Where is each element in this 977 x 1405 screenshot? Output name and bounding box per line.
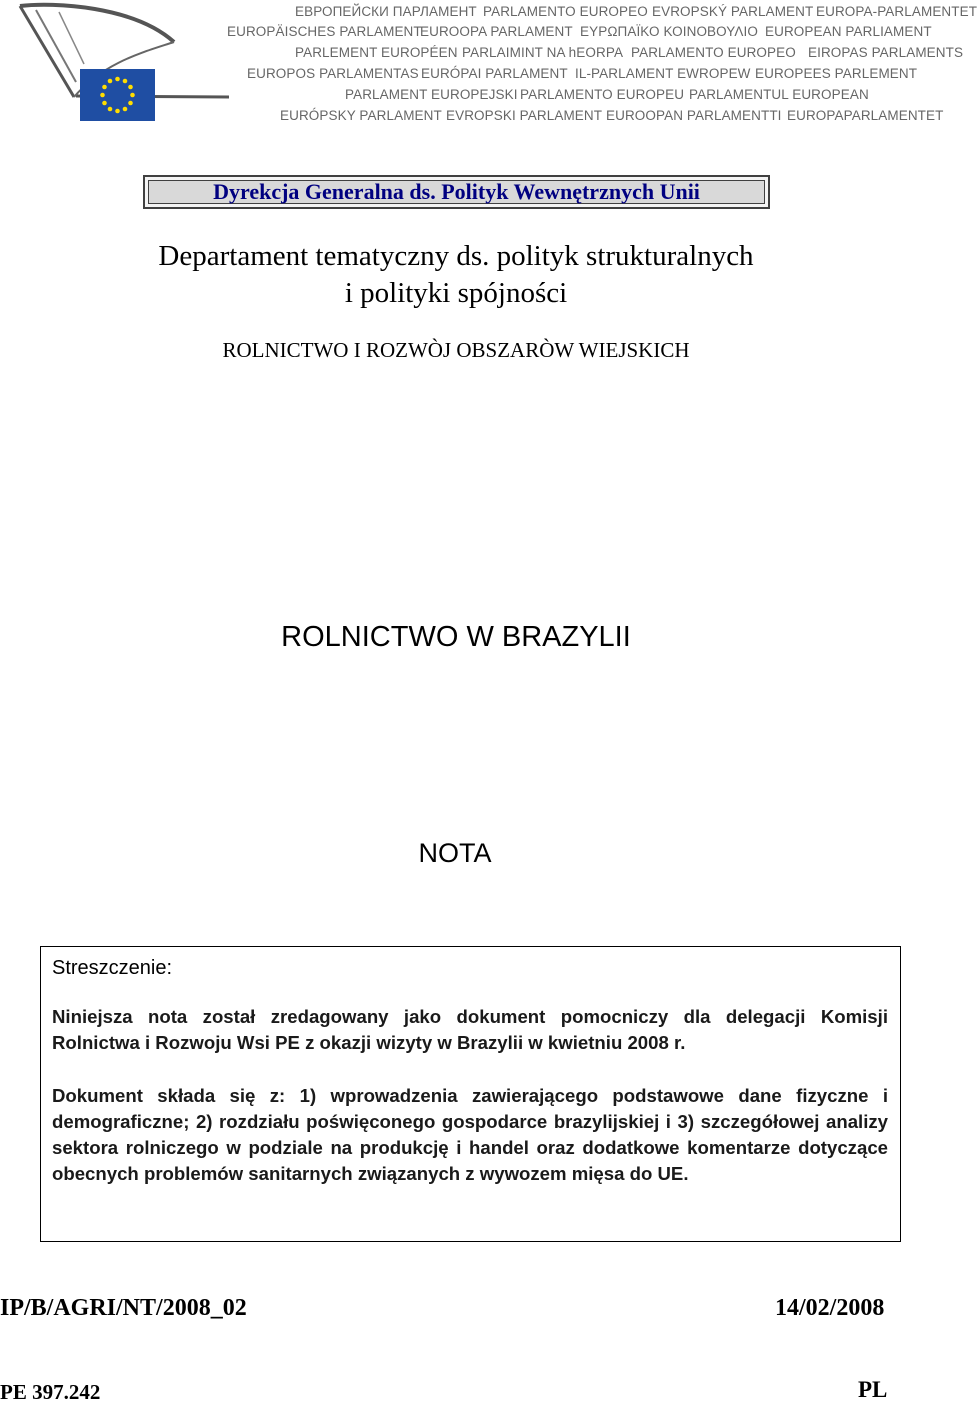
institution-name: EUROOPA PARLAMENT [420, 24, 573, 39]
institution-name: EUROPEAN PARLIAMENT [765, 24, 932, 39]
subject-area: ROLNICTWO I ROZWÒJ OBSZARÒW WIEJSKICH [222, 338, 690, 362]
document-title: ROLNICTWO W BRAZYLII [281, 621, 631, 653]
institution-name: EUROPA-PARLAMENTET [816, 4, 977, 19]
institution-name: EVROPSKÝ PARLAMENT [652, 4, 814, 19]
institution-name: ЕВРОПЕЙСКИ ПАРЛАМЕНТ [295, 4, 477, 19]
institution-name: EUROOPAN PARLAMENTTI [606, 108, 782, 123]
department-line-1: Departament tematyczny ds. polityk strukturalnych [158, 240, 754, 272]
summary-paragraph: Dokument składa się z: 1) wprowadzenia zawierającego podstawowe dane fizyczne i demograficzne; 2) rozdziału poświęconego gospodarce brazylijskiej i 3) szczegółowej analizy sektora rolniczego w podziale na produkcję i handel oraz dodatkowe komentarze dotyczące obecnych problemów sanitarnych związanych z wywozem mięsa do UE. [52, 1085, 888, 1184]
european-parliament-logo [14, 2, 239, 127]
summary-box [40, 946, 901, 1242]
institution-name: EUROPEES PARLEMENT [755, 66, 918, 81]
summary-label: Streszczenie: [52, 957, 173, 979]
institution-name: ΕΥΡΩΠΑΪΚΟ ΚΟΙΝΟΒΟΥΛΙΟ [580, 24, 758, 39]
directorate-title: Dyrekcja Generalna ds. Polityk Wewnętrznych Unii [213, 179, 700, 204]
institution-name: EIROPAS PARLAMENTS [808, 45, 964, 60]
directorate-inner [148, 180, 765, 204]
institution-name: EURÓPAI PARLAMENT [421, 66, 568, 81]
summary-paragraph: Niniejsza nota został zredagowany jako dokument pomocniczy dla delegacji Komisji Rolnictwa i Rozwoju Wsi PE z okazji wizyty w Brazylii w kwietniu 2008 r. [52, 1006, 888, 1053]
institution-name: EURÓPSKY PARLAMENT [280, 108, 442, 123]
eu-flag-icon [80, 69, 155, 121]
institution-name: IL-PARLAMENT EWROPEW [575, 66, 751, 81]
institution-name: PARLAMENTO EUROPEO [631, 45, 796, 60]
institution-name: EUROPÄISCHES PARLAMENT [227, 24, 422, 39]
institution-name: PARLEMENT EUROPÉEN [295, 45, 458, 60]
institution-name: EVROPSKI PARLAMENT [446, 108, 603, 123]
document-reference: IP/B/AGRI/NT/2008_02 [0, 1295, 247, 1321]
document-type: NOTA [418, 838, 492, 868]
directorate-box [143, 175, 770, 209]
document-date: 14/02/2008 [775, 1295, 885, 1321]
institution-name: EUROPAPARLAMENTET [787, 108, 944, 123]
institution-name: PARLAMENT EUROPEJSKI [345, 87, 518, 102]
institution-name: PARLAMENTO EUROPEU [520, 87, 685, 102]
header [0, 0, 977, 130]
institution-name: PARLAMENTUL EUROPEAN [689, 87, 869, 102]
department-line-2: i polityki spójności [344, 277, 568, 309]
institution-name: PARLAIMINT NA hEORPA [462, 45, 624, 60]
language-code: PL [858, 1377, 888, 1402]
institution-name: PARLAMENTO EUROPEO [483, 4, 648, 19]
pe-number: PE 397.242 [0, 1380, 101, 1404]
institution-name: EUROPOS PARLAMENTAS [247, 66, 419, 81]
